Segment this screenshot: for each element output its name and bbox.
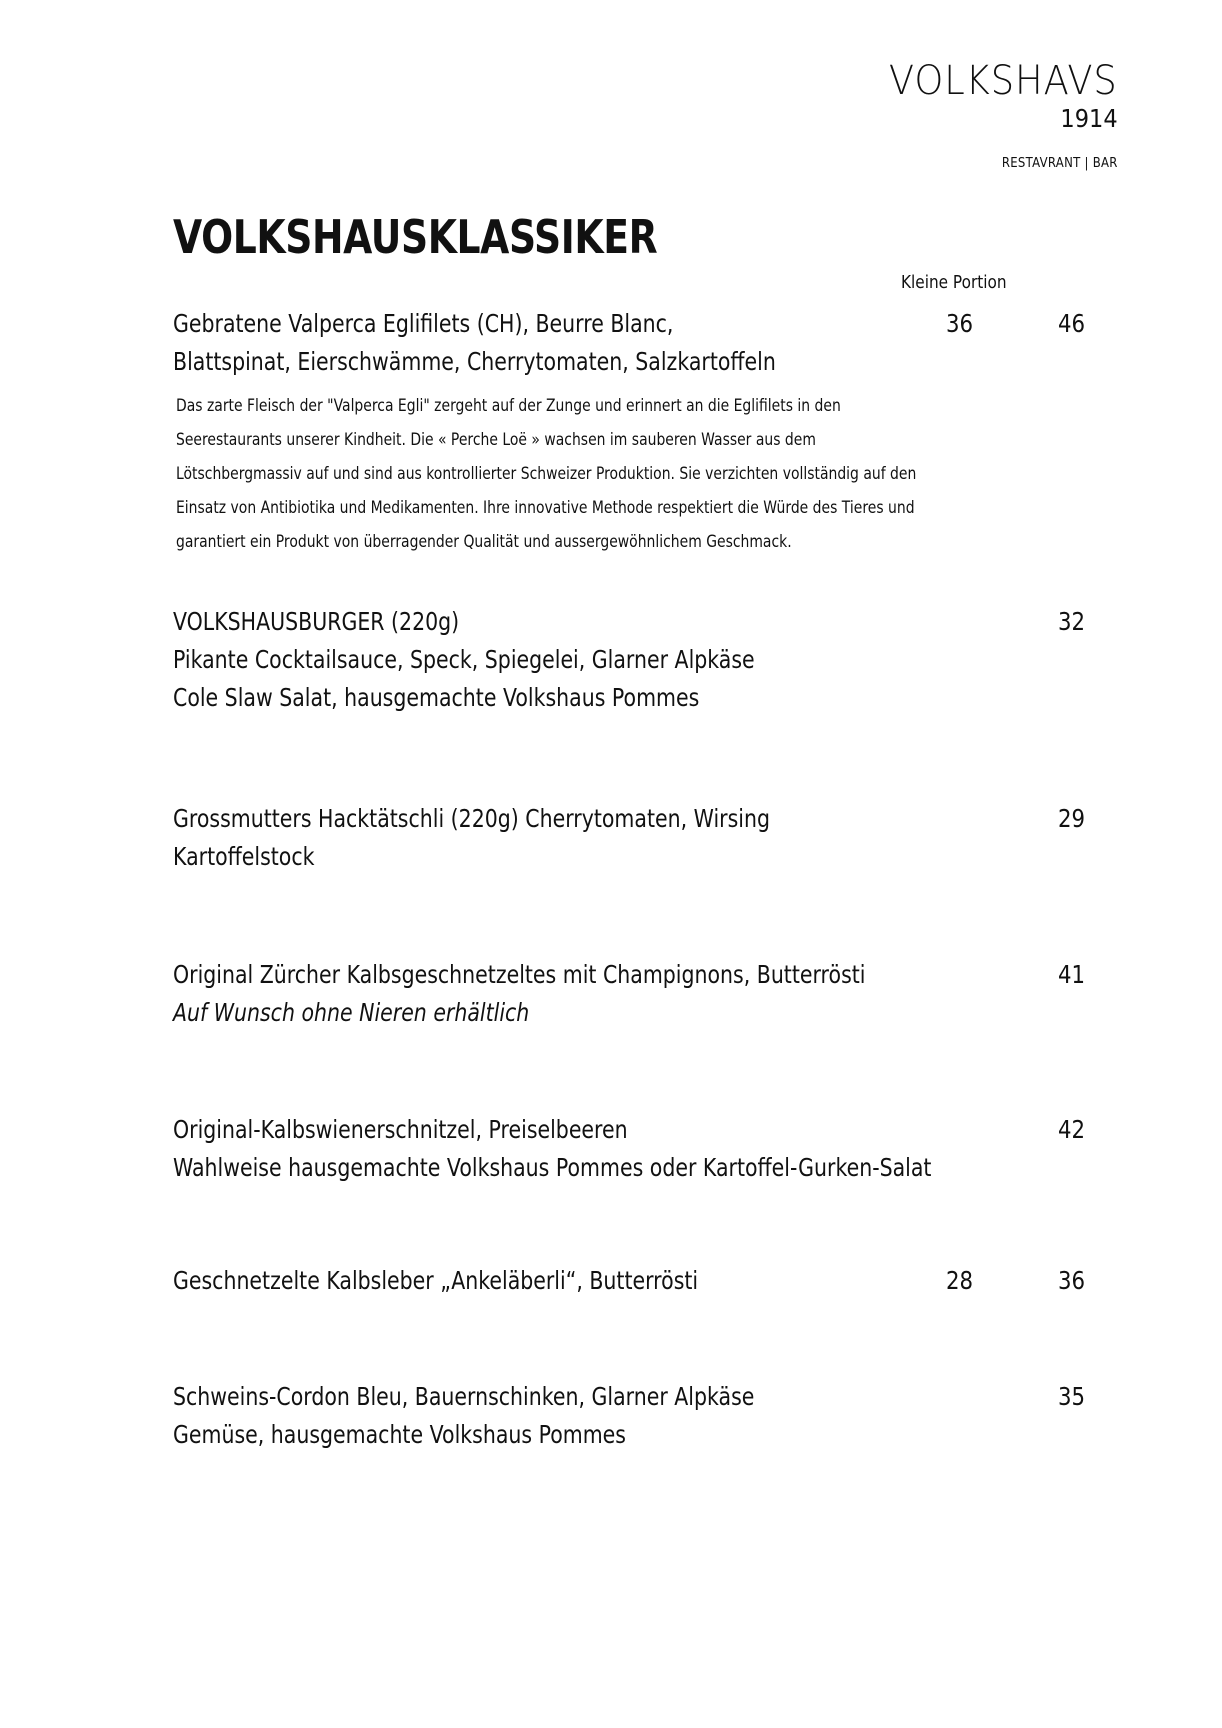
menu-item-wienerschnitzel — [173, 1111, 1093, 1187]
description-line: Einsatz von Antibiotika und Medikamenten. Ihre innovative Methode respektiert die Würde des Tieres und — [176, 498, 915, 518]
item-price: 42 — [1057, 1115, 1085, 1144]
item-detail-line: Gemüse, hausgemachte Volkshaus Pommes — [173, 1420, 626, 1449]
item-detail-line: Kartoffelstock — [173, 842, 315, 871]
item-title-line: VOLKSHAUSBURGER (220g) — [173, 607, 460, 636]
item-description — [176, 389, 1093, 559]
logo-name: VOLKSHAVS — [889, 58, 1118, 104]
item-detail-line: Pikante Cocktailsauce, Speck, Spiegelei, Glarner Alpkäse — [173, 645, 755, 674]
item-price: 29 — [1057, 804, 1085, 833]
item-title-line: Gebratene Valperca Eglifilets (CH), Beurre Blanc, — [173, 309, 674, 338]
item-price: 35 — [1057, 1382, 1085, 1411]
item-title-line: Grossmutters Hacktätschli (220g) Cherrytomaten, Wirsing — [173, 804, 770, 833]
item-title-line: Original Zürcher Kalbsgeschnetzeltes mit Champignons, Butterrösti — [173, 960, 866, 989]
small-portion-header: Kleine Portion — [901, 272, 1007, 293]
item-detail-line: Wahlweise hausgemachte Volkshaus Pommes oder Kartoffel-Gurken-Salat — [173, 1153, 932, 1182]
menu-item-volkshausburger — [173, 603, 1093, 717]
item-title-line: Schweins-Cordon Bleu, Bauernschinken, Glarner Alpkäse — [173, 1382, 755, 1411]
item-price-small-portion: 28 — [945, 1266, 973, 1295]
description-line: Lötschbergmassiv auf und sind aus kontrollierter Schweizer Produktion. Sie verzichten vollständig auf den — [176, 464, 917, 484]
description-line: Seerestaurants unserer Kindheit. Die « Perche Loë » wachsen im sauberen Wasser aus dem — [176, 430, 816, 450]
menu-item-cordon-bleu — [173, 1378, 1093, 1454]
description-line: Das zarte Fleisch der "Valperca Egli" zergeht auf der Zunge und erinnert an die Eglifilets in den — [176, 396, 841, 416]
item-detail-line: Blattspinat, Eierschwämme, Cherrytomaten, Salzkartoffeln — [173, 347, 776, 376]
item-title-line: Original-Kalbswienerschnitzel, Preiselbeeren — [173, 1115, 628, 1144]
item-price: 36 — [1057, 1266, 1085, 1295]
item-price: 32 — [1057, 607, 1085, 636]
logo-tagline: RESTAVRANT | BAR — [1002, 156, 1118, 171]
section-title: VOLKSHAUSKLASSIKER — [173, 210, 658, 264]
item-price-small-portion: 36 — [945, 309, 973, 338]
description-line: garantiert ein Produkt von überragender Qualität und aussergewöhnlichem Geschmack. — [176, 532, 792, 552]
restaurant-logo — [869, 58, 1118, 172]
item-note: Auf Wunsch ohne Nieren erhältlich — [173, 998, 530, 1027]
item-detail-line: Cole Slaw Salat, hausgemachte Volkshaus Pommes — [173, 683, 700, 712]
menu-item-zuercher-geschnetzeltes — [173, 956, 1093, 1032]
logo-year: 1914 — [1060, 104, 1118, 133]
menu-item-eglifilets — [173, 305, 1093, 559]
item-price: 46 — [1057, 309, 1085, 338]
menu-item-hacktaetschli — [173, 800, 1093, 876]
item-title-line: Geschnetzelte Kalbsleber „Ankeläberli“, Butterrösti — [173, 1266, 699, 1295]
item-price: 41 — [1057, 960, 1085, 989]
